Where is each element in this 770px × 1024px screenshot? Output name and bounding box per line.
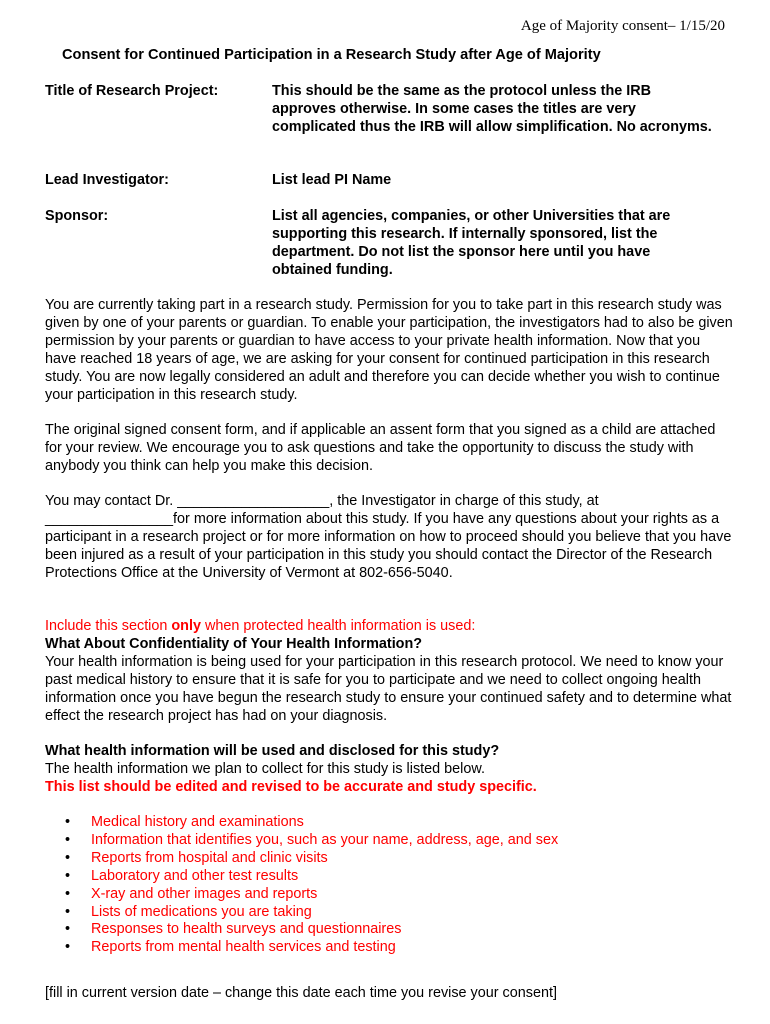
confidentiality-text: Your health information is being used for your participation in this research protocol. We need to know your past medical history to ensure that it is safe for you to participate and we need to collect ongoing health information once you have begun the research study to ensure your continued safety and to determine what effect the research project has had on your diagnosis. <box>45 654 732 724</box>
footer-version-note: [fill in current version date – change this date each time you revise your consent] <box>45 985 557 1001</box>
contact-paragraph: You may contact Dr. ___________________, the Investigator in charge of this study, at ________________for more information about this study. If you have any questions about your rights as a participant in a research project or for more information on how to proceed should you believe that you have been injured as a result of your participation in this study you should contact the Director of the Research Protections Office at the University of Vermont at 802-656-5040. <box>45 493 732 581</box>
sponsor-label: Sponsor: <box>45 208 109 224</box>
list-item: • Responses to health surveys and questionnaires <box>45 921 558 939</box>
project-title-label: Title of Research Project: <box>45 83 219 99</box>
confidentiality-heading: What About Confidentiality of Your Health Information? <box>45 636 423 652</box>
instruction-emphasis: only <box>171 618 201 634</box>
intro-paragraph: You are currently taking part in a research study. Permission for you to take part in this research study was given by one of your parents or guardian. To enable your participation, the investigators had to also be given permission by your parents or guardian to have access to your private health information. Now that you have reached 18 years of age, we are asking for your consent for continued participation in this research study. You are now legally considered an adult and therefore you can decide whether you wish to continue your participation in this research study. <box>45 297 733 403</box>
disclosure-instruction: This list should be edited and revised to be accurate and study specific. <box>45 779 537 795</box>
list-item: • Laboratory and other test results <box>45 868 558 886</box>
disclosure-heading: What health information will be used and disclosed for this study? <box>45 743 500 759</box>
list-item: • Reports from hospital and clinic visits <box>45 850 558 868</box>
consent-form-paragraph: The original signed consent form, and if applicable an assent form that you signed as a child are attached for your review. We encourage you to ask questions and take the opportunity to discuss the study with anybody you think can help you make this decision. <box>45 422 716 474</box>
document-title: Consent for Continued Participation in a Research Study after Age of Majority <box>62 47 601 63</box>
list-item: • Reports from mental health services and testing <box>45 939 558 957</box>
list-item: • Medical history and examinations <box>45 814 558 832</box>
list-item: • X-ray and other images and reports <box>45 886 558 904</box>
version-date-note: Age of Majority consent– 1/15/20 <box>520 18 725 34</box>
health-information-list <box>45 814 558 957</box>
lead-investigator-label: Lead Investigator: <box>45 172 169 188</box>
list-item: • Lists of medications you are taking <box>45 904 558 922</box>
instruction-pre: Include this section <box>45 618 172 634</box>
lead-investigator-value: List lead PI Name <box>272 172 392 188</box>
section-instruction <box>45 618 735 636</box>
instruction-post: when protected health information is used: <box>200 618 476 634</box>
disclosure-intro: The health information we plan to collect for this study is listed below. <box>45 761 485 777</box>
list-item: • Information that identifies you, such as your name, address, age, and sex <box>45 832 558 850</box>
project-title-value: This should be the same as the protocol unless the IRB approves otherwise. In some cases the titles are very complicated thus the IRB will allow simplification. No acronyms. <box>272 83 712 135</box>
sponsor-value: List all agencies, companies, or other Universities that are supporting this research. If internally sponsored, list the department. Do not list the sponsor here until you have obtained funding. <box>272 208 671 278</box>
